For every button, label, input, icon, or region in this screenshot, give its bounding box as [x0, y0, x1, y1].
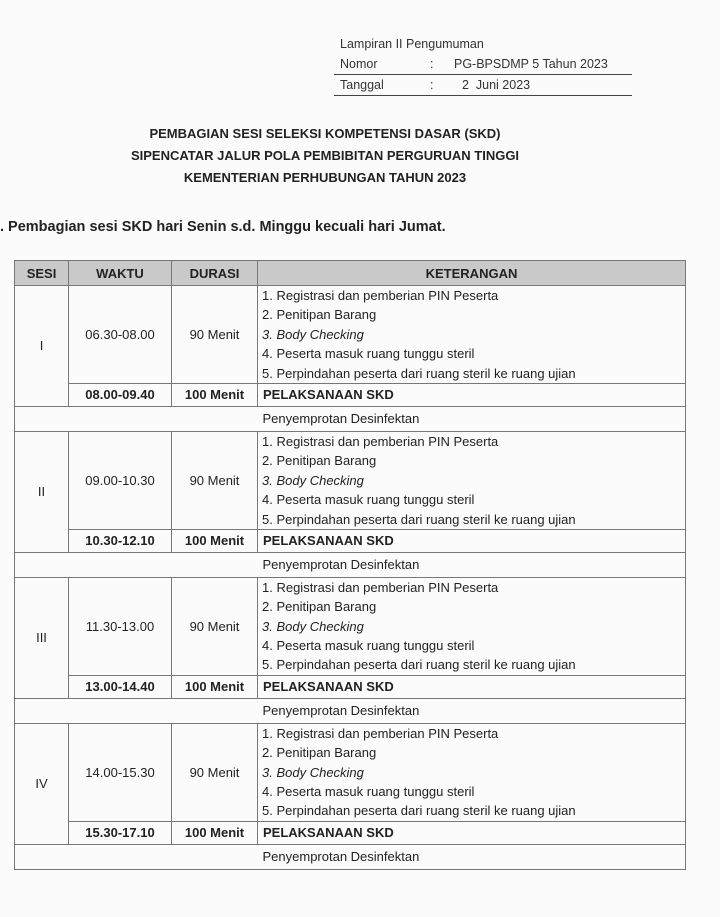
prep-time: 14.00-15.30 [69, 723, 172, 821]
exec-time: 13.00-14.40 [69, 675, 172, 698]
session-number: III [15, 577, 69, 698]
step-item: 1. Registrasi dan pemberian PIN Peserta [262, 433, 499, 449]
spray-spacer [15, 844, 258, 869]
prep-time: 09.00-10.30 [69, 431, 172, 529]
nomor-colon: : [430, 57, 434, 71]
attachment-label-row [334, 34, 632, 54]
tanggal-colon: : [430, 78, 434, 92]
exec-duration: 100 Menit [172, 675, 258, 698]
exec-duration: 100 Menit [172, 821, 258, 844]
step-item: 1. Registrasi dan pemberian PIN Peserta [262, 288, 499, 303]
spray-row [15, 698, 686, 723]
exec-label: PELAKSANAAN SKD [258, 529, 686, 552]
step-item [262, 325, 681, 344]
exec-label: PELAKSANAAN SKD [258, 383, 686, 406]
header-sesi: SESI [15, 261, 69, 286]
header-durasi: DURASI [172, 261, 258, 286]
step-item: 1. Registrasi dan pemberian PIN Peserta [262, 579, 499, 595]
table-header-row [15, 261, 686, 286]
prep-duration: 90 Menit [172, 577, 258, 675]
session-number: IV [15, 723, 69, 844]
execution-row [15, 675, 686, 698]
prep-time: 11.30-13.00 [69, 577, 172, 675]
step-item: 5. Perpindahan peserta dari ruang steril ke ruang ujian [262, 511, 576, 527]
exec-label: PELAKSANAAN SKD [258, 821, 686, 844]
exec-duration: 100 Menit [172, 383, 258, 406]
step-item: 4. Peserta masuk ruang tunggu steril [262, 346, 475, 362]
exec-label: PELAKSANAAN SKD [258, 675, 686, 698]
spray-row [15, 552, 686, 577]
step-item: 4. Peserta masuk ruang tunggu steril [262, 638, 475, 654]
table-row [15, 286, 686, 384]
step-list [258, 431, 686, 529]
step-list [258, 723, 686, 821]
header-keterangan: KETERANGAN [258, 261, 686, 286]
exec-time: 15.30-17.10 [69, 821, 172, 844]
step-list [258, 577, 686, 675]
step-item-italic: 3. Body Checking [262, 326, 364, 342]
execution-row [15, 383, 686, 406]
attachment-label: Lampiran II Pengumuman [340, 37, 484, 51]
step-item: 5. Perpindahan peserta dari ruang steril ke ruang ujian [262, 365, 576, 381]
spray-row [15, 406, 686, 431]
tanggal-row [334, 75, 632, 96]
step-item [262, 471, 681, 490]
tanggal-label: Tanggal [340, 78, 384, 92]
exec-duration: 100 Menit [172, 529, 258, 552]
spray-label: Penyemprotan Desinfektan [258, 844, 686, 869]
prep-duration: 90 Menit [172, 431, 258, 529]
spray-row [15, 844, 686, 869]
session-table [14, 260, 686, 870]
step-item-italic: 3. Body Checking [262, 472, 364, 488]
tanggal-value: 2 Juni 2023 [462, 78, 531, 92]
title-line-3: KEMENTERIAN PERHUBUNGAN TAHUN 2023 [183, 170, 467, 185]
step-item: 2. Penitipan Barang [262, 599, 377, 615]
step-item: 2. Penitipan Barang [262, 453, 377, 469]
execution-row [15, 821, 686, 844]
spray-label: Penyemprotan Desinfektan [258, 406, 686, 431]
step-item: 1. Registrasi dan pemberian PIN Peserta [262, 725, 499, 741]
title-line-2: SIPENCATAR JALUR POLA PEMBIBITAN PERGURUAN TINGGI [130, 148, 520, 163]
step-list [258, 286, 686, 384]
title-line-1: PEMBAGIAN SESI SELEKSI KOMPETENSI DASAR (SKD) [149, 126, 501, 141]
table-row [15, 577, 686, 675]
prep-duration: 90 Menit [172, 286, 258, 384]
section-heading: . Pembagian sesi SKD hari Senin s.d. Minggu kecuali hari Jumat. [0, 219, 446, 235]
header-waktu: WAKTU [69, 261, 172, 286]
nomor-value: PG-BPSDMP 5 Tahun 2023 [454, 57, 608, 71]
step-item [262, 617, 681, 636]
spray-label: Penyemprotan Desinfektan [258, 552, 686, 577]
spray-spacer [15, 406, 258, 431]
nomor-row [334, 54, 632, 75]
session-number: I [15, 286, 69, 407]
step-item: 4. Peserta masuk ruang tunggu steril [262, 492, 475, 508]
step-item: 5. Perpindahan peserta dari ruang steril ke ruang ujian [262, 803, 576, 819]
step-item-italic: 3. Body Checking [262, 764, 364, 780]
table-row [15, 431, 686, 529]
table-row [15, 723, 686, 821]
spray-label: Penyemprotan Desinfektan [258, 698, 686, 723]
prep-duration: 90 Menit [172, 723, 258, 821]
document-title [0, 123, 650, 189]
spray-spacer [15, 552, 258, 577]
step-item: 2. Penitipan Barang [262, 745, 377, 761]
prep-time: 06.30-08.00 [69, 286, 172, 384]
step-item-italic: 3. Body Checking [262, 618, 364, 634]
step-item: 2. Penitipan Barang [262, 307, 377, 323]
session-number: II [15, 431, 69, 552]
step-item [262, 763, 681, 782]
attachment-block [334, 34, 632, 96]
spray-spacer [15, 698, 258, 723]
step-item: 5. Perpindahan peserta dari ruang steril ke ruang ujian [262, 657, 576, 673]
exec-time: 08.00-09.40 [69, 383, 172, 406]
step-item: 4. Peserta masuk ruang tunggu steril [262, 784, 475, 800]
nomor-label: Nomor [340, 57, 378, 71]
exec-time: 10.30-12.10 [69, 529, 172, 552]
execution-row [15, 529, 686, 552]
